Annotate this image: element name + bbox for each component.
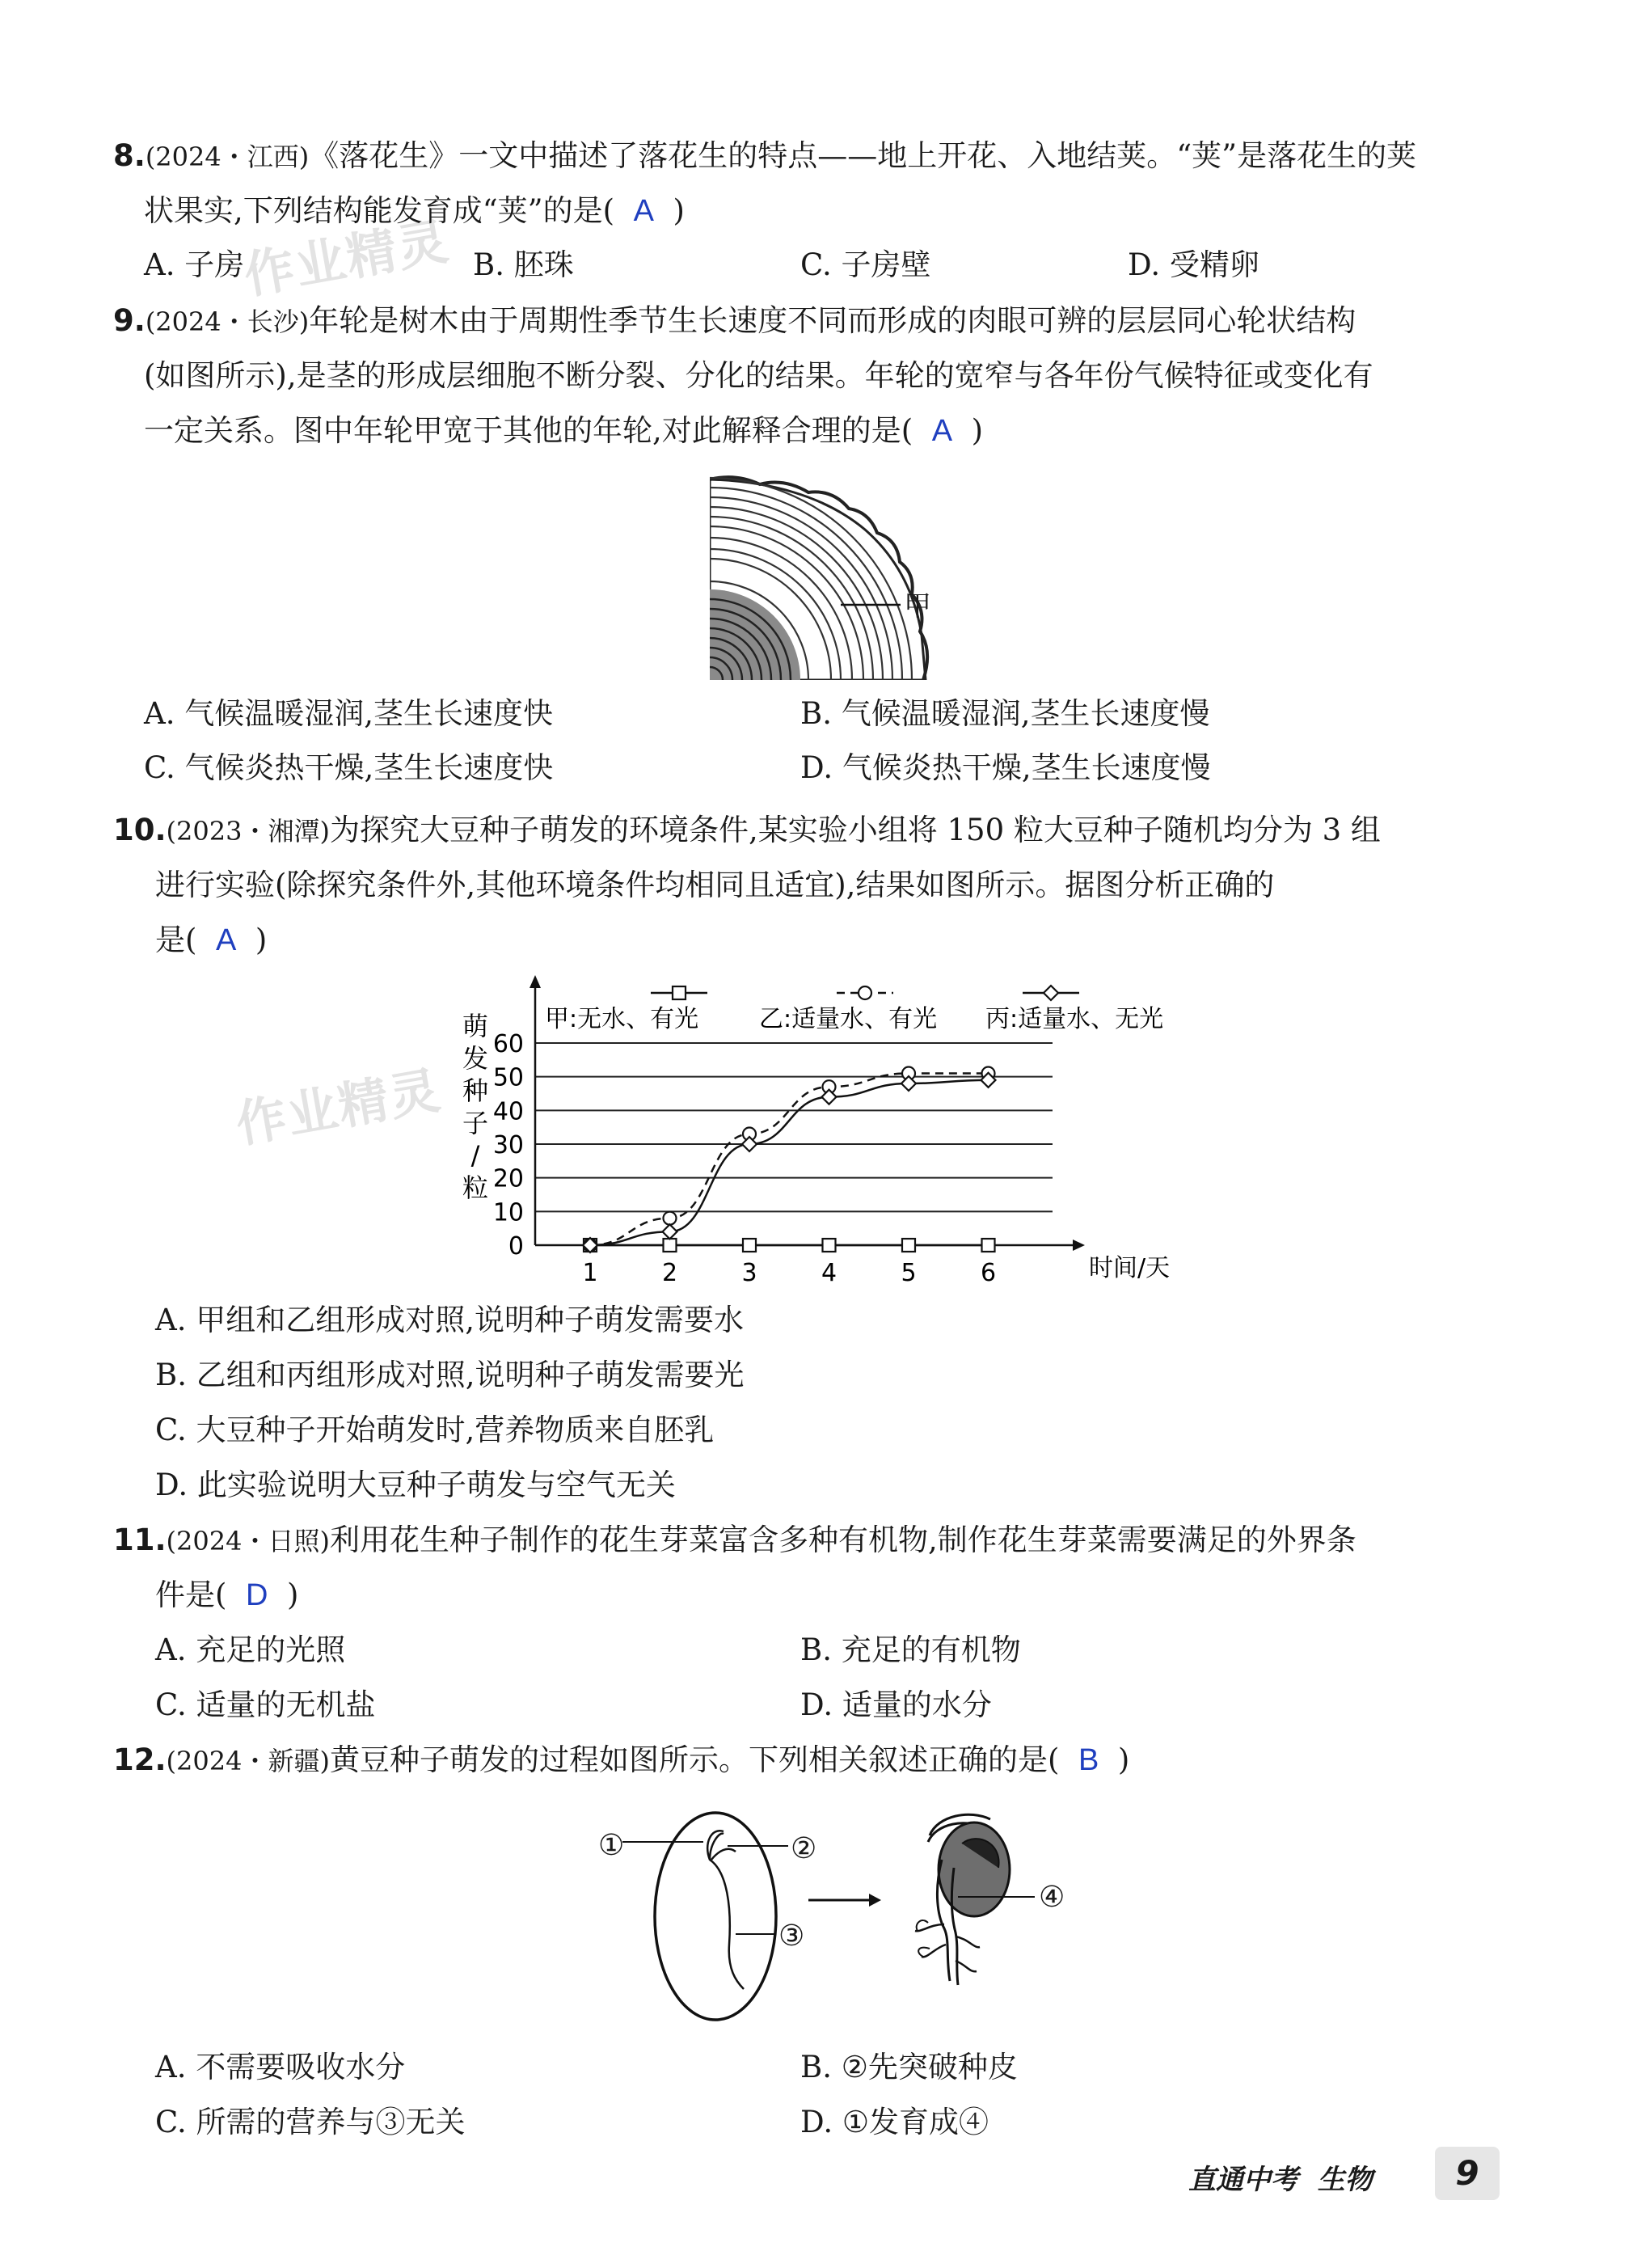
x-tick-label: 4: [821, 1259, 837, 1287]
legend-label: 丙:适量水、无光: [985, 1005, 1164, 1033]
q12-option-b: B. ②先突破种皮: [800, 2050, 1018, 2084]
q10-option-c: C. 大豆种子开始萌发时,营养物质来自胚乳: [155, 1413, 715, 1447]
q9-source: (2024・长沙): [145, 306, 310, 337]
q8-source: (2024・江西): [145, 141, 310, 172]
q11-option-b: B. 充足的有机物: [800, 1632, 1021, 1667]
q8-line1: [113, 136, 1637, 177]
seed-label-1: ①: [598, 1829, 625, 1862]
q8-option-a: A. 子房: [144, 247, 245, 282]
y-tick-label: 50: [492, 1063, 524, 1092]
legend-marker: [673, 986, 686, 999]
q12-answer: B: [1078, 1743, 1099, 1777]
q10-line3: [155, 920, 1637, 961]
q11-source: (2024・日照): [166, 1526, 330, 1556]
footer-book-title: [1188, 2157, 1373, 2197]
legend-label: 甲:无水、有光: [545, 1005, 699, 1033]
y-axis-label-char: 种: [462, 1075, 489, 1106]
q8-option-c: C. 子房壁: [800, 247, 931, 282]
y-axis-arrow: [529, 975, 541, 988]
x-tick-label: 5: [901, 1259, 917, 1287]
q12-number: 12.: [113, 1742, 167, 1777]
data-point: [823, 1239, 836, 1252]
x-tick-label: 1: [582, 1259, 598, 1287]
x-axis-label: 时间/天: [1089, 1254, 1171, 1282]
q9-figure-label: 甲: [904, 590, 931, 623]
q11-answer: D: [245, 1578, 268, 1612]
q12-option-c: C. 所需的营养与③无关: [155, 2105, 466, 2139]
y-tick-label: 30: [492, 1131, 524, 1159]
q8-line2: [144, 191, 1637, 231]
q9-answer: A: [931, 414, 953, 448]
y-axis-label-char: 发: [462, 1043, 489, 1074]
q12-option-d: D. ①发育成④: [800, 2105, 989, 2139]
chart-grid: [535, 1043, 1053, 1211]
y-axis-label-char: 子: [462, 1108, 489, 1138]
q9-option-d: D. 气候炎热干燥,茎生长速度慢: [800, 750, 1211, 785]
q10-text3: 是(: [155, 923, 197, 957]
seed-germination-figure: [590, 1795, 1075, 2038]
seed-label-3: ③: [778, 1920, 805, 1953]
q10-line1: [113, 810, 1637, 851]
q11-number: 11.: [113, 1523, 167, 1557]
q9-text: 年轮是树木由于周期性季节生长速度不同而形成的肉眼可辨的层层同心轮状结构: [309, 303, 1356, 338]
q10-option-a: A. 甲组和乙组形成对照,说明种子萌发需要水: [155, 1303, 745, 1337]
q10-line2: 进行实验(除探究条件外,其他环境条件均相同且适宜),结果如图所示。据图分析正确的: [155, 868, 1275, 902]
q9-text3: 一定关系。图中年轮甲宽于其他的年轮,对此解释合理的是(: [144, 413, 913, 448]
data-point: [743, 1239, 756, 1252]
q10-answer: A: [215, 923, 237, 957]
q10-option-b: B. 乙组和丙组形成对照,说明种子萌发需要光: [155, 1358, 745, 1392]
chart-series: [583, 1067, 996, 1253]
x-tick-label: 3: [741, 1259, 757, 1287]
q9-line1: [113, 301, 1637, 342]
y-tick-label: 20: [492, 1164, 524, 1193]
q11-text: 利用花生种子制作的花生芽菜富含多种有机物,制作花生芽菜需要满足的外界条: [329, 1523, 1356, 1557]
q9-option-c: C. 气候炎热干燥,茎生长速度快: [144, 750, 554, 785]
q11-option-d: D. 适量的水分: [800, 1687, 992, 1722]
q10-source: (2023・湘潭): [166, 816, 330, 847]
q11-option-a: A. 充足的光照: [155, 1632, 346, 1667]
data-point: [663, 1224, 677, 1239]
q9-line3: [144, 411, 1637, 451]
q10-number: 10.: [113, 813, 167, 847]
y-axis-label-char: 萌: [462, 1011, 489, 1041]
q12-line1: [113, 1740, 1637, 1781]
series-line-2: [590, 1074, 989, 1246]
q10-option-d: D. 此实验说明大豆种子萌发与空气无关: [155, 1468, 676, 1502]
legend-label: 乙:适量水、有光: [759, 1005, 938, 1033]
q8-number: 8.: [113, 138, 146, 173]
data-point: [664, 1212, 677, 1225]
y-axis-label-char: /: [470, 1140, 480, 1171]
y-tick-label: 10: [492, 1198, 524, 1227]
q11-line1: [113, 1520, 1637, 1561]
x-tick-label: 2: [661, 1259, 678, 1287]
seed-label-4: ④: [1039, 1881, 1065, 1914]
watermark: 作业精灵: [231, 1060, 446, 1155]
y-tick-label: 40: [492, 1097, 524, 1126]
q8-close: ): [673, 193, 685, 228]
q8-option-d: D. 受精卵: [1128, 247, 1259, 282]
series-line-3: [590, 1080, 989, 1245]
q8-answer: A: [633, 194, 654, 228]
x-axis-arrow: [1073, 1240, 1085, 1251]
q12-text: 黄豆种子萌发的过程如图所示。下列相关叙述正确的是(: [329, 1742, 1060, 1777]
data-point: [902, 1239, 915, 1252]
q11-text2: 件是(: [155, 1577, 227, 1612]
q12-option-a: A. 不需要吸收水分: [155, 2050, 406, 2084]
legend-marker: [1044, 986, 1058, 1000]
q12-close: ): [1117, 1742, 1130, 1777]
q8-text2: 状果实,下列结构能发育成“荚”的是(: [144, 193, 615, 228]
footer-subject: 生物: [1317, 2164, 1373, 2196]
footer-book: 直通中考: [1188, 2164, 1298, 2196]
y-tick-label: 60: [492, 1030, 524, 1058]
q9-option-b: B. 气候温暖湿润,茎生长速度慢: [800, 696, 1210, 731]
q9-line2: (如图所示),是茎的形成层细胞不断分裂、分化的结果。年轮的宽窄与各年份气候特征或变化有: [144, 358, 1373, 393]
germination-chart: [445, 970, 1221, 1294]
legend-marker: [859, 986, 871, 999]
y-axis-label-char: 粒: [462, 1172, 489, 1203]
y-tick-label: 0: [508, 1232, 524, 1261]
x-tick-label: 6: [980, 1259, 997, 1287]
q11-line2: [155, 1575, 1637, 1615]
tree-ring-figure: [703, 473, 962, 683]
q10-close: ): [255, 923, 268, 957]
q12-source: (2024・新疆): [166, 1746, 330, 1776]
q8-option-b: B. 胚珠: [473, 247, 574, 282]
q9-number: 9.: [113, 303, 146, 338]
seed-label-2: ②: [791, 1832, 817, 1865]
q11-close: ): [286, 1577, 299, 1612]
q9-option-a: A. 气候温暖湿润,茎生长速度快: [144, 696, 554, 731]
q8-text: 《落花生》一文中描述了落花生的特点——地上开花、入地结荚。“荚”是落花生的荚: [309, 138, 1417, 173]
q9-close: ): [971, 413, 984, 448]
q11-option-c: C. 适量的无机盐: [155, 1687, 376, 1722]
q10-text: 为探究大豆种子萌发的环境条件,某实验小组将 150 粒大豆种子随机均分为 3 组: [329, 813, 1381, 847]
chart-labels: [462, 986, 1170, 1287]
watermark: 作业精灵: [239, 211, 454, 306]
data-point: [664, 1239, 677, 1252]
page-number: 9: [1455, 2153, 1479, 2193]
data-point: [982, 1239, 995, 1252]
